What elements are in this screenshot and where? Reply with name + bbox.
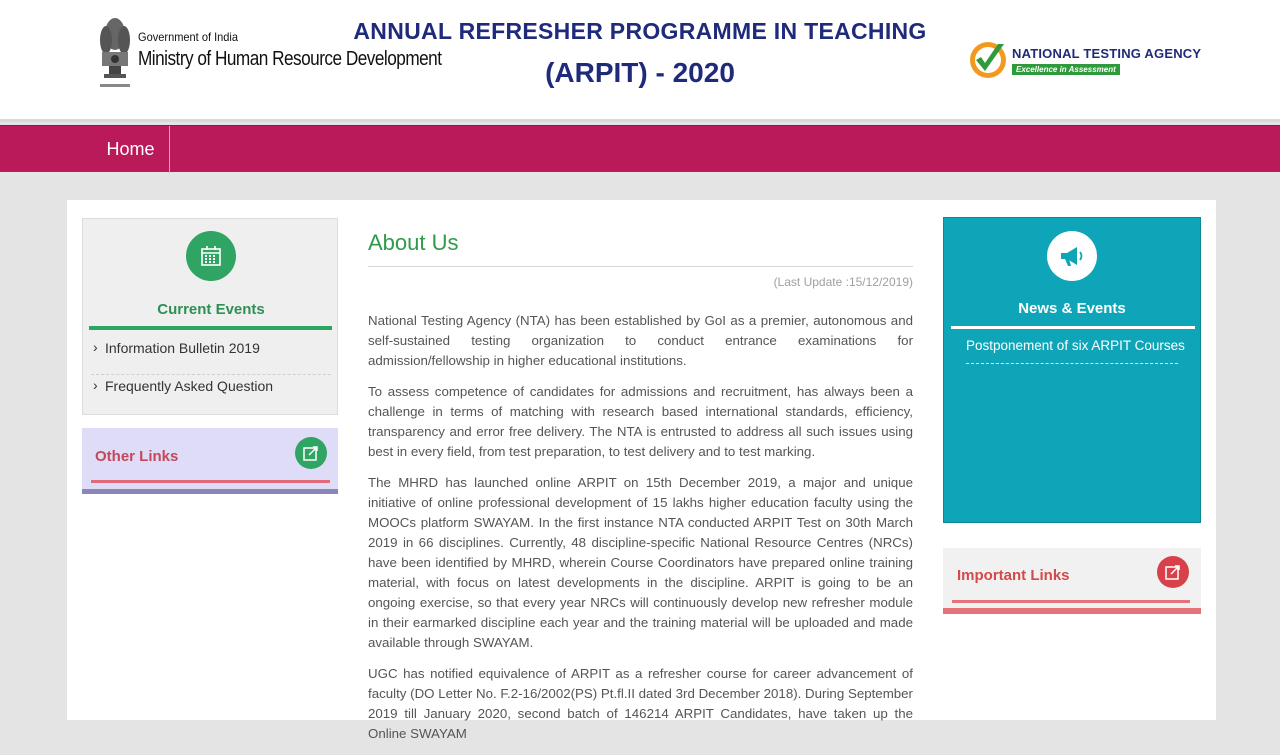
site-title xyxy=(340,18,940,89)
other-links-badge xyxy=(295,437,327,469)
main-nav xyxy=(0,125,1280,172)
other-links-box[interactable] xyxy=(82,428,338,494)
link-icon xyxy=(303,445,319,461)
event-faq[interactable] xyxy=(91,377,331,413)
other-links-divider xyxy=(91,480,330,483)
current-events-box xyxy=(82,218,338,415)
news-divider xyxy=(951,326,1195,329)
nta-tagline: Excellence in Assessment xyxy=(1012,64,1120,75)
megaphone-icon xyxy=(1059,244,1085,268)
chevron-right-icon: › xyxy=(93,339,98,355)
event-label: Frequently Asked Question xyxy=(105,378,274,394)
nta-badge-icon xyxy=(968,38,1008,82)
link-icon xyxy=(1165,564,1181,580)
emblem-icon xyxy=(96,6,134,92)
megaphone-badge xyxy=(1047,231,1097,281)
important-links-title: Important Links xyxy=(957,567,1070,584)
about-body xyxy=(368,311,913,755)
calendar-badge xyxy=(186,231,236,281)
news-item[interactable]: Postponement of six ARPIT Courses xyxy=(966,338,1178,364)
ministry-label: Ministry of Human Resource Development xyxy=(138,48,442,70)
event-information-bulletin[interactable] xyxy=(91,339,331,375)
calendar-icon xyxy=(200,245,222,267)
important-links-box[interactable] xyxy=(943,548,1201,614)
site-title-line1: ANNUAL REFRESHER PROGRAMME IN TEACHING xyxy=(353,18,927,44)
last-update: (Last Update :15/12/2019) xyxy=(773,275,913,289)
title-divider xyxy=(368,266,913,267)
news-events-box xyxy=(943,217,1201,523)
about-paragraph: To assess competence of candidates for admissions and recruitment, has always been a challenge in terms of matching with research based international standards, efficiency, transparency and error free delivery. The NTA is entrusted to address all such issues using best in every field, from test preparation, to test delivery and to test marking. xyxy=(368,384,913,459)
current-events-title: Current Events xyxy=(157,301,265,318)
events-divider xyxy=(89,326,332,330)
about-paragraph: The MHRD has launched online ARPIT on 15th December 2019, a major and unique initiative of online professional development of 15 lakhs higher education faculty using the MOOCs platform SWAYAM. In the first instance NTA conducted ARPIT Test on 30th March 2019 in 66 disciplines. Currently, 48 discipline-specific National Resource Centres (NRCs) have been identified by MHRD, wherein Course Coordinators have prepared online training material, with focus on latest developments in the discipline. ARPIT is going to be an ongoing exercise, so that every year NRCs will continuously develop new refresher module in their earmarked discipline each year and the training material will be uploaded and made available through SWAYAM. xyxy=(368,475,913,650)
chevron-right-icon: › xyxy=(93,377,98,393)
event-label: Information Bulletin 2019 xyxy=(105,340,260,356)
site-header xyxy=(0,0,1280,122)
nta-name: NATIONAL TESTING AGENCY xyxy=(1012,46,1202,61)
news-events-title: News & Events xyxy=(1018,300,1126,317)
nta-logo[interactable] xyxy=(968,36,1202,86)
important-links-divider xyxy=(952,600,1190,603)
about-paragraph: National Testing Agency (NTA) has been established by GoI as a premier, autonomous and self-sustained testing organization to conduct entrance examinations for admission/fellowship in higher educational institutions. xyxy=(368,313,913,368)
other-links-title: Other Links xyxy=(95,448,179,465)
site-title-line2: (ARPIT) - 2020 xyxy=(545,57,735,88)
goi-logo[interactable] xyxy=(96,6,442,96)
important-links-badge xyxy=(1157,556,1189,588)
about-paragraph: UGC has notified equivalence of ARPIT as a refresher course for career advancement of faculty (DO Letter No. F.2-16/2002(PS) Pt.fl.II dated 3rd December 2018). During September 2019 till January 2020, second batch of 146214 ARPIT Candidates, have taken up the Online SWAYAM xyxy=(368,666,913,741)
goi-label: Government of India xyxy=(138,30,239,44)
page-title: About Us xyxy=(368,230,459,255)
nav-home[interactable]: Home xyxy=(92,126,170,173)
